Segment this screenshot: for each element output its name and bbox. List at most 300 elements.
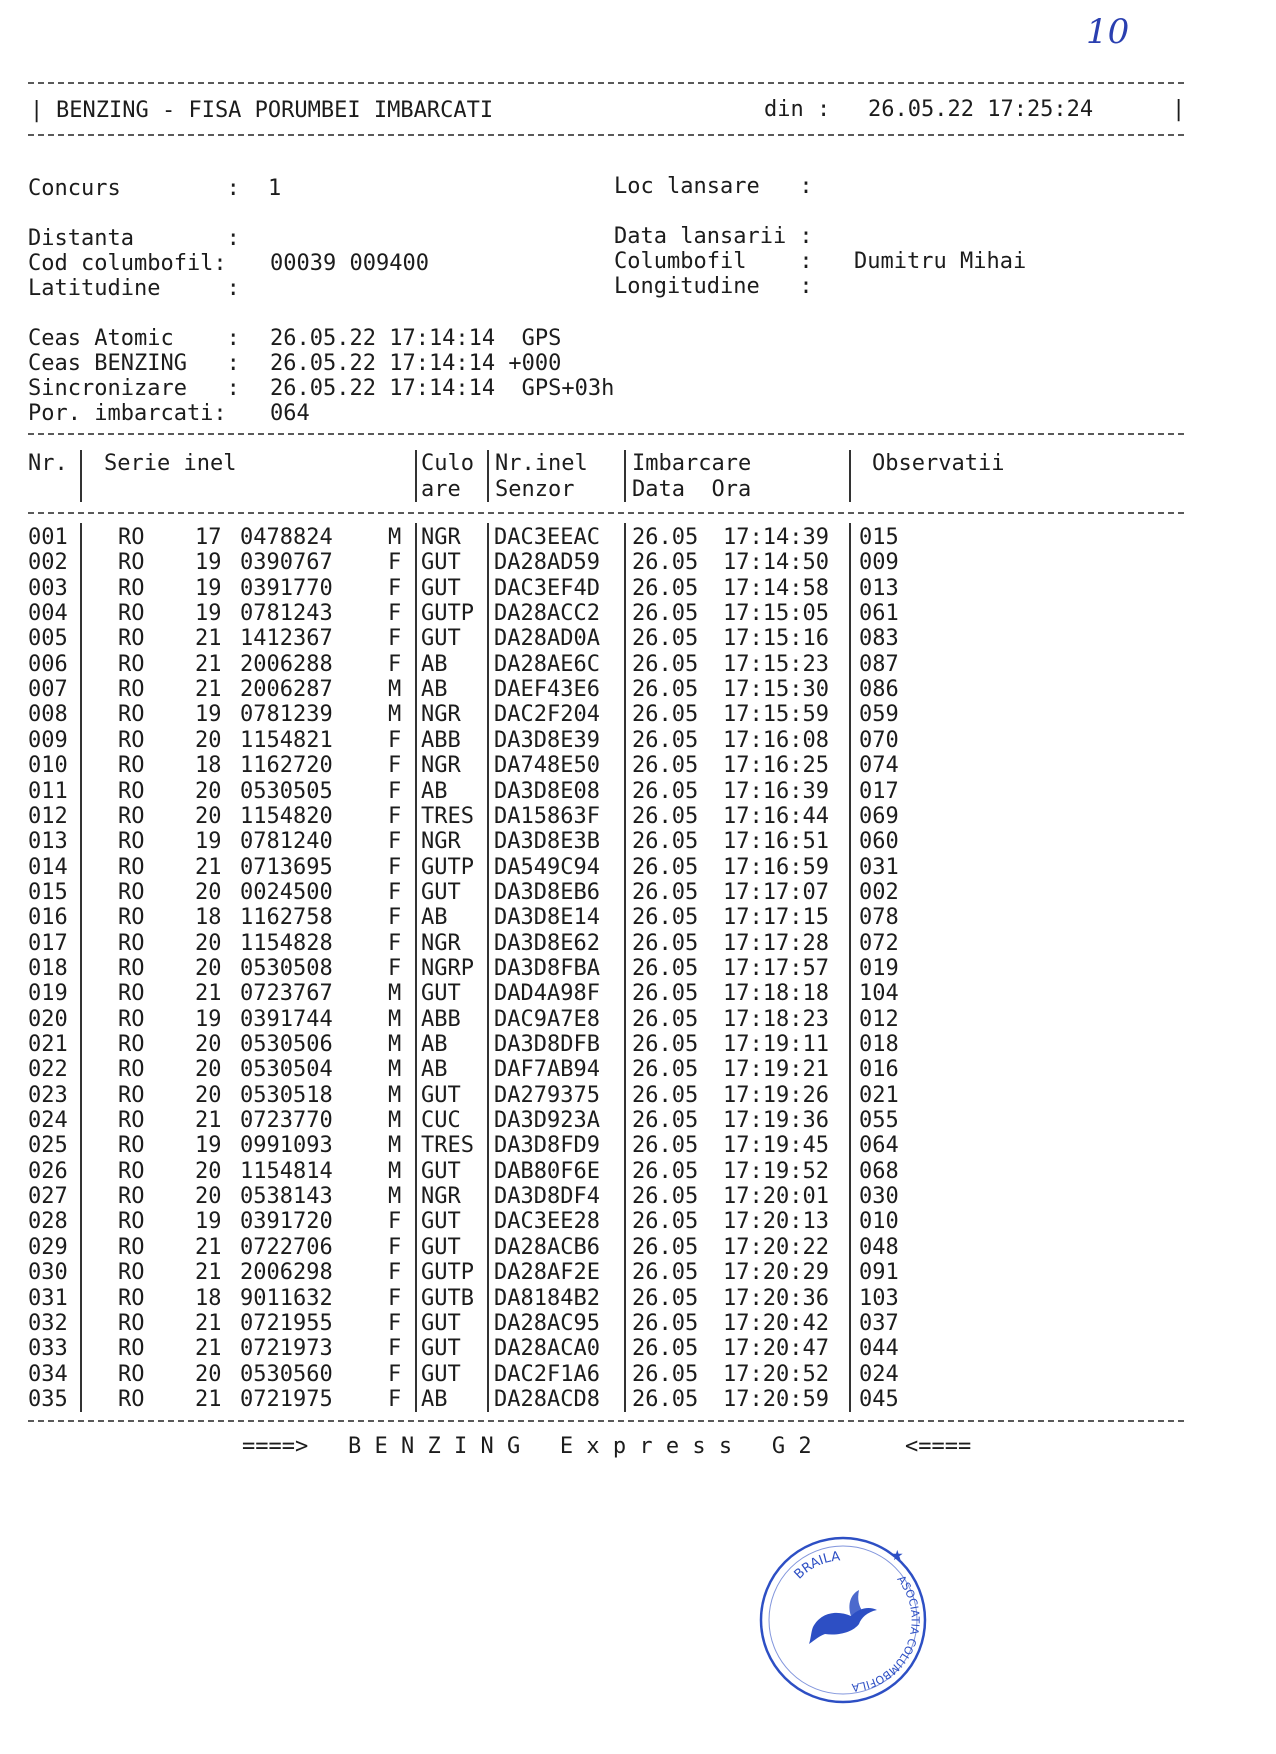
- cell-year: 20: [195, 778, 222, 804]
- cell-color: GUT: [421, 626, 461, 652]
- cell-obs: 061: [859, 601, 899, 627]
- cell-obs: 060: [859, 829, 899, 855]
- col-divider: [415, 523, 417, 1412]
- cell-obs: 104: [859, 981, 899, 1007]
- cell-sensor: DA28AD59: [494, 550, 600, 576]
- cell-sensor: DAB80F6E: [494, 1158, 600, 1184]
- cell-nr: 018: [28, 955, 68, 981]
- cell-country: RO: [118, 677, 145, 703]
- cell-year: 20: [195, 803, 222, 829]
- cell-time: 17:16:44: [723, 803, 829, 829]
- por-imbarcati-value: 064: [270, 401, 310, 426]
- cell-sex: F: [388, 601, 402, 627]
- cell-ring: 0721955: [240, 1310, 333, 1336]
- table-row: [0, 1260, 1276, 1285]
- concurs-value: 1: [268, 176, 282, 201]
- cell-date: 26.05: [632, 1057, 699, 1083]
- cell-color: TRES: [421, 803, 474, 829]
- cell-time: 17:16:59: [723, 854, 829, 880]
- cell-color: GUTP: [421, 1260, 474, 1286]
- cell-year: 21: [195, 626, 222, 652]
- ceas-benzing-value: 26.05.22 17:14:14 +000: [270, 351, 562, 376]
- cell-ring: 0721973: [240, 1336, 333, 1362]
- ceas-atomic-label: Ceas Atomic :: [28, 326, 240, 351]
- cell-obs: 019: [859, 955, 899, 981]
- cell-color: CUC: [421, 1108, 461, 1134]
- cell-date: 26.05: [632, 1336, 699, 1362]
- cell-ring: 0024500: [240, 879, 333, 905]
- cell-time: 17:20:52: [723, 1361, 829, 1387]
- cell-sex: F: [388, 955, 402, 981]
- cell-sex: F: [388, 550, 402, 576]
- cell-year: 21: [195, 1260, 222, 1286]
- cell-nr: 019: [28, 981, 68, 1007]
- table-top-rule: [28, 433, 1184, 435]
- cell-country: RO: [118, 1184, 145, 1210]
- cell-time: 17:14:39: [723, 525, 829, 550]
- cell-year: 20: [195, 1158, 222, 1184]
- cell-time: 17:16:25: [723, 753, 829, 779]
- cell-sex: F: [388, 727, 402, 753]
- cell-date: 26.05: [632, 803, 699, 829]
- cell-sex: F: [388, 1285, 402, 1311]
- cell-nr: 023: [28, 1082, 68, 1108]
- cell-ring: 0478824: [240, 525, 333, 550]
- cell-ring: 0781240: [240, 829, 333, 855]
- cell-date: 26.05: [632, 1032, 699, 1057]
- cell-sex: F: [388, 803, 402, 829]
- cell-nr: 028: [28, 1209, 68, 1235]
- cell-nr: 022: [28, 1057, 68, 1083]
- cell-ring: 0530506: [240, 1032, 333, 1057]
- cell-year: 20: [195, 955, 222, 981]
- cell-color: GUTP: [421, 601, 474, 627]
- cell-obs: 009: [859, 550, 899, 576]
- cell-time: 17:15:05: [723, 601, 829, 627]
- cell-obs: 002: [859, 879, 899, 905]
- table-row: [0, 525, 1276, 550]
- cell-date: 26.05: [632, 1386, 699, 1412]
- cell-color: ABB: [421, 727, 461, 753]
- cell-obs: 086: [859, 677, 899, 703]
- cell-sex: F: [388, 1209, 402, 1235]
- sincronizare-label: Sincronizare :: [28, 376, 240, 401]
- cell-country: RO: [118, 829, 145, 855]
- cell-country: RO: [118, 575, 145, 601]
- cell-time: 17:16:08: [723, 727, 829, 753]
- cell-sensor: DAD4A98F: [494, 981, 600, 1007]
- cell-sex: F: [388, 1361, 402, 1387]
- cell-country: RO: [118, 955, 145, 981]
- cell-sensor: DA28ACD8: [494, 1386, 600, 1412]
- cell-ring: 0723770: [240, 1108, 333, 1134]
- cell-sensor: DA28ACA0: [494, 1336, 600, 1362]
- cell-sensor: DA279375: [494, 1082, 600, 1108]
- cell-sex: F: [388, 1260, 402, 1286]
- cell-sex: F: [388, 651, 402, 677]
- cell-country: RO: [118, 1361, 145, 1387]
- table-row: [0, 855, 1276, 880]
- cell-obs: 055: [859, 1108, 899, 1134]
- cell-sex: F: [388, 905, 402, 931]
- cell-date: 26.05: [632, 1184, 699, 1210]
- cell-time: 17:17:57: [723, 955, 829, 981]
- header-bottom-rule: [28, 134, 1184, 136]
- cell-date: 26.05: [632, 1158, 699, 1184]
- col-divider: [849, 450, 851, 502]
- cell-color: GUT: [421, 550, 461, 576]
- cell-ring: 0991093: [240, 1133, 333, 1159]
- cell-time: 17:19:11: [723, 1032, 829, 1057]
- cell-ring: 0722706: [240, 1234, 333, 1260]
- cell-color: GUTP: [421, 854, 474, 880]
- cell-sensor: DAF7AB94: [494, 1057, 600, 1083]
- table-row: [0, 1108, 1276, 1133]
- cell-date: 26.05: [632, 1310, 699, 1336]
- cell-date: 26.05: [632, 1361, 699, 1387]
- cell-nr: 034: [28, 1361, 68, 1387]
- cell-time: 17:18:23: [723, 1006, 829, 1032]
- cell-nr: 033: [28, 1336, 68, 1362]
- col-divider: [624, 450, 626, 502]
- header-right-bar: |: [1172, 97, 1186, 122]
- col-divider: [80, 523, 82, 1412]
- cell-country: RO: [118, 525, 145, 550]
- col-divider: [80, 450, 82, 502]
- cell-year: 21: [195, 1234, 222, 1260]
- cell-date: 26.05: [632, 575, 699, 601]
- cell-obs: 074: [859, 753, 899, 779]
- cell-ring: 0781239: [240, 702, 333, 728]
- cell-sex: F: [388, 575, 402, 601]
- table-row: [0, 1083, 1276, 1108]
- latitudine-label: Latitudine :: [28, 276, 240, 301]
- cell-color: GUT: [421, 981, 461, 1007]
- cell-date: 26.05: [632, 1082, 699, 1108]
- footer-product-name: B E N Z I N G E x p r e s s G 2: [348, 1434, 812, 1459]
- cell-ring: 1412367: [240, 626, 333, 652]
- cell-nr: 021: [28, 1032, 68, 1057]
- cell-date: 26.05: [632, 778, 699, 804]
- columbofil-value: Dumitru Mihai: [854, 249, 1027, 274]
- cell-color: AB: [421, 1057, 448, 1083]
- cell-sensor: DAEF43E6: [494, 677, 600, 703]
- cell-year: 19: [195, 550, 222, 576]
- cell-color: GUT: [421, 1310, 461, 1336]
- cell-sensor: DA3D8E14: [494, 905, 600, 931]
- cell-date: 26.05: [632, 702, 699, 728]
- cell-color: GUT: [421, 1234, 461, 1260]
- table-row: [0, 931, 1276, 956]
- page-title: BENZING - FISA PORUMBEI IMBARCATI: [56, 98, 494, 123]
- table-row: [0, 905, 1276, 930]
- cell-year: 19: [195, 1006, 222, 1032]
- cell-year: 19: [195, 1209, 222, 1235]
- stamp-top-text: BRAILA: [791, 1549, 841, 1583]
- col-divider: [849, 523, 851, 1412]
- cell-ring: 0391720: [240, 1209, 333, 1235]
- cell-ring: 0721975: [240, 1386, 333, 1412]
- cell-nr: 016: [28, 905, 68, 931]
- cell-year: 21: [195, 1310, 222, 1336]
- col-divider: [415, 450, 417, 502]
- cell-time: 17:19:26: [723, 1082, 829, 1108]
- col-header-observatii: Observatii: [872, 451, 1005, 476]
- table-row: [0, 1159, 1276, 1184]
- cell-color: GUT: [421, 1209, 461, 1235]
- association-stamp: [755, 1532, 930, 1707]
- cell-sex: F: [388, 626, 402, 652]
- cell-date: 26.05: [632, 1285, 699, 1311]
- cell-color: GUTB: [421, 1285, 474, 1311]
- cell-nr: 013: [28, 829, 68, 855]
- cell-sex: F: [388, 1310, 402, 1336]
- cell-color: NGRP: [421, 955, 474, 981]
- cell-ring: 0530560: [240, 1361, 333, 1387]
- concurs-label: Concurs :: [28, 176, 240, 201]
- cell-country: RO: [118, 1260, 145, 1286]
- cell-sex: F: [388, 854, 402, 880]
- cell-nr: 024: [28, 1108, 68, 1134]
- cell-color: AB: [421, 778, 448, 804]
- cell-sensor: DA3D8EB6: [494, 879, 600, 905]
- cell-country: RO: [118, 879, 145, 905]
- cell-year: 20: [195, 727, 222, 753]
- cell-country: RO: [118, 1310, 145, 1336]
- cell-year: 18: [195, 1285, 222, 1311]
- ceas-atomic-value: 26.05.22 17:14:14 GPS: [270, 326, 562, 351]
- cell-nr: 012: [28, 803, 68, 829]
- cell-ring: 1154821: [240, 727, 333, 753]
- cell-country: RO: [118, 1133, 145, 1159]
- cell-year: 21: [195, 854, 222, 880]
- cell-country: RO: [118, 778, 145, 804]
- cell-country: RO: [118, 727, 145, 753]
- col-header-culoare-2: are: [421, 477, 461, 502]
- cell-year: 20: [195, 1361, 222, 1387]
- table-row: [0, 652, 1276, 677]
- header-left-bar: |: [30, 98, 44, 123]
- cod-columbofil-label: Cod columbofil:: [28, 251, 227, 276]
- cell-time: 17:20:47: [723, 1336, 829, 1362]
- col-header-nr: Nr.: [28, 451, 68, 476]
- cell-color: GUT: [421, 1158, 461, 1184]
- cell-ring: 9011632: [240, 1285, 333, 1311]
- cell-date: 26.05: [632, 1234, 699, 1260]
- cell-date: 26.05: [632, 651, 699, 677]
- cell-time: 17:18:18: [723, 981, 829, 1007]
- cell-year: 20: [195, 1184, 222, 1210]
- cell-country: RO: [118, 930, 145, 956]
- cell-color: AB: [421, 1032, 448, 1057]
- footer-left-arrow: ====>: [242, 1434, 309, 1459]
- cell-country: RO: [118, 550, 145, 576]
- cell-time: 17:17:15: [723, 905, 829, 931]
- cell-time: 17:20:42: [723, 1310, 829, 1336]
- cell-sensor: DA28AD0A: [494, 626, 600, 652]
- cell-ring: 2006287: [240, 677, 333, 703]
- cell-sensor: DA28ACB6: [494, 1234, 600, 1260]
- cell-time: 17:20:22: [723, 1234, 829, 1260]
- cell-sensor: DAC3EE28: [494, 1209, 600, 1235]
- cell-date: 26.05: [632, 1209, 699, 1235]
- cell-obs: 031: [859, 854, 899, 880]
- cell-nr: 008: [28, 702, 68, 728]
- cell-ring: 2006298: [240, 1260, 333, 1286]
- cell-color: GUT: [421, 1336, 461, 1362]
- cell-date: 26.05: [632, 879, 699, 905]
- cell-country: RO: [118, 1057, 145, 1083]
- cell-ring: 0538143: [240, 1184, 333, 1210]
- cell-time: 17:20:13: [723, 1209, 829, 1235]
- col-divider: [487, 450, 489, 502]
- cell-country: RO: [118, 601, 145, 627]
- cell-ring: 0530508: [240, 955, 333, 981]
- longitudine-label: Longitudine :: [614, 274, 813, 299]
- cell-year: 19: [195, 1133, 222, 1159]
- cell-nr: 026: [28, 1158, 68, 1184]
- cell-sensor: DA748E50: [494, 753, 600, 779]
- cell-country: RO: [118, 1082, 145, 1108]
- pigeon-icon: [809, 1590, 877, 1644]
- cell-sex: F: [388, 930, 402, 956]
- cell-sex: M: [388, 525, 402, 550]
- cell-date: 26.05: [632, 550, 699, 576]
- cell-nr: 030: [28, 1260, 68, 1286]
- cell-date: 26.05: [632, 727, 699, 753]
- cell-obs: 013: [859, 575, 899, 601]
- table-row: [0, 829, 1276, 854]
- cell-year: 20: [195, 930, 222, 956]
- cell-sensor: DA3D8DF4: [494, 1184, 600, 1210]
- cell-ring: 0391770: [240, 575, 333, 601]
- cell-color: AB: [421, 1386, 448, 1412]
- table-row: [0, 1133, 1276, 1158]
- cell-nr: 004: [28, 601, 68, 627]
- table-row: [0, 779, 1276, 804]
- cell-ring: 0530518: [240, 1082, 333, 1108]
- cell-time: 17:19:21: [723, 1057, 829, 1083]
- cell-nr: 001: [28, 525, 68, 550]
- cell-date: 26.05: [632, 1006, 699, 1032]
- cell-sex: M: [388, 677, 402, 703]
- cell-year: 20: [195, 1082, 222, 1108]
- cell-country: RO: [118, 1209, 145, 1235]
- cell-nr: 005: [28, 626, 68, 652]
- cell-sex: F: [388, 778, 402, 804]
- cell-nr: 010: [28, 753, 68, 779]
- cell-color: NGR: [421, 1184, 461, 1210]
- cell-nr: 032: [28, 1310, 68, 1336]
- cell-year: 19: [195, 601, 222, 627]
- cell-time: 17:20:36: [723, 1285, 829, 1311]
- cell-date: 26.05: [632, 854, 699, 880]
- cell-sex: M: [388, 1133, 402, 1159]
- cell-sex: F: [388, 879, 402, 905]
- cell-nr: 014: [28, 854, 68, 880]
- cell-nr: 007: [28, 677, 68, 703]
- cell-color: TRES: [421, 1133, 474, 1159]
- cell-date: 26.05: [632, 829, 699, 855]
- cell-sensor: DA3D8E62: [494, 930, 600, 956]
- cell-obs: 010: [859, 1209, 899, 1235]
- cell-time: 17:20:01: [723, 1184, 829, 1210]
- cell-sensor: DA8184B2: [494, 1285, 600, 1311]
- cell-sex: M: [388, 1057, 402, 1083]
- cell-time: 17:16:51: [723, 829, 829, 855]
- sincronizare-value: 26.05.22 17:14:14 GPS+03h: [270, 376, 615, 401]
- cell-year: 21: [195, 677, 222, 703]
- cell-obs: 083: [859, 626, 899, 652]
- table-row: [0, 677, 1276, 702]
- cell-time: 17:15:23: [723, 651, 829, 677]
- cell-sex: M: [388, 1006, 402, 1032]
- cell-year: 20: [195, 879, 222, 905]
- cell-ring: 0391744: [240, 1006, 333, 1032]
- cell-sensor: DAC3EEAC: [494, 525, 600, 550]
- cell-ring: 1162720: [240, 753, 333, 779]
- cell-sensor: DA28AC95: [494, 1310, 600, 1336]
- table-row: [0, 1362, 1276, 1387]
- cell-sensor: DAC2F1A6: [494, 1361, 600, 1387]
- cell-ring: 1154828: [240, 930, 333, 956]
- table-row: [0, 981, 1276, 1006]
- cell-country: RO: [118, 1108, 145, 1134]
- cell-date: 26.05: [632, 525, 699, 550]
- cell-obs: 017: [859, 778, 899, 804]
- cell-sex: F: [388, 829, 402, 855]
- cell-obs: 087: [859, 651, 899, 677]
- cell-obs: 015: [859, 525, 899, 550]
- cell-ring: 1154814: [240, 1158, 333, 1184]
- table-row: [0, 1057, 1276, 1082]
- cell-year: 21: [195, 651, 222, 677]
- cell-obs: 072: [859, 930, 899, 956]
- col-header-imbarcare-1: Imbarcare: [632, 451, 752, 476]
- cell-nr: 011: [28, 778, 68, 804]
- cell-country: RO: [118, 651, 145, 677]
- ceas-benzing-label: Ceas BENZING :: [28, 351, 240, 376]
- table-row: [0, 601, 1276, 626]
- cell-time: 17:20:59: [723, 1386, 829, 1412]
- cell-country: RO: [118, 854, 145, 880]
- cell-sensor: DA28AE6C: [494, 651, 600, 677]
- cell-time: 17:16:39: [723, 778, 829, 804]
- cell-country: RO: [118, 1006, 145, 1032]
- cell-ring: 0530505: [240, 778, 333, 804]
- table-bottom-rule: [28, 1420, 1184, 1422]
- cell-sensor: DA549C94: [494, 854, 600, 880]
- cell-date: 26.05: [632, 753, 699, 779]
- cell-ring: 2006288: [240, 651, 333, 677]
- cell-ring: 0390767: [240, 550, 333, 576]
- cell-color: NGR: [421, 930, 461, 956]
- cell-obs: 078: [859, 905, 899, 931]
- handwritten-page-number: 10: [1086, 12, 1130, 52]
- cell-color: GUT: [421, 575, 461, 601]
- cell-ring: 0723767: [240, 981, 333, 1007]
- cell-obs: 024: [859, 1361, 899, 1387]
- stamp-star-icon: ★: [891, 1548, 904, 1564]
- cell-date: 26.05: [632, 1108, 699, 1134]
- cell-obs: 048: [859, 1234, 899, 1260]
- cell-nr: 025: [28, 1133, 68, 1159]
- cell-time: 17:19:52: [723, 1158, 829, 1184]
- cell-nr: 027: [28, 1184, 68, 1210]
- table-row: [0, 550, 1276, 575]
- col-header-nrinel-1: Nr.inel: [495, 451, 588, 476]
- cell-color: AB: [421, 651, 448, 677]
